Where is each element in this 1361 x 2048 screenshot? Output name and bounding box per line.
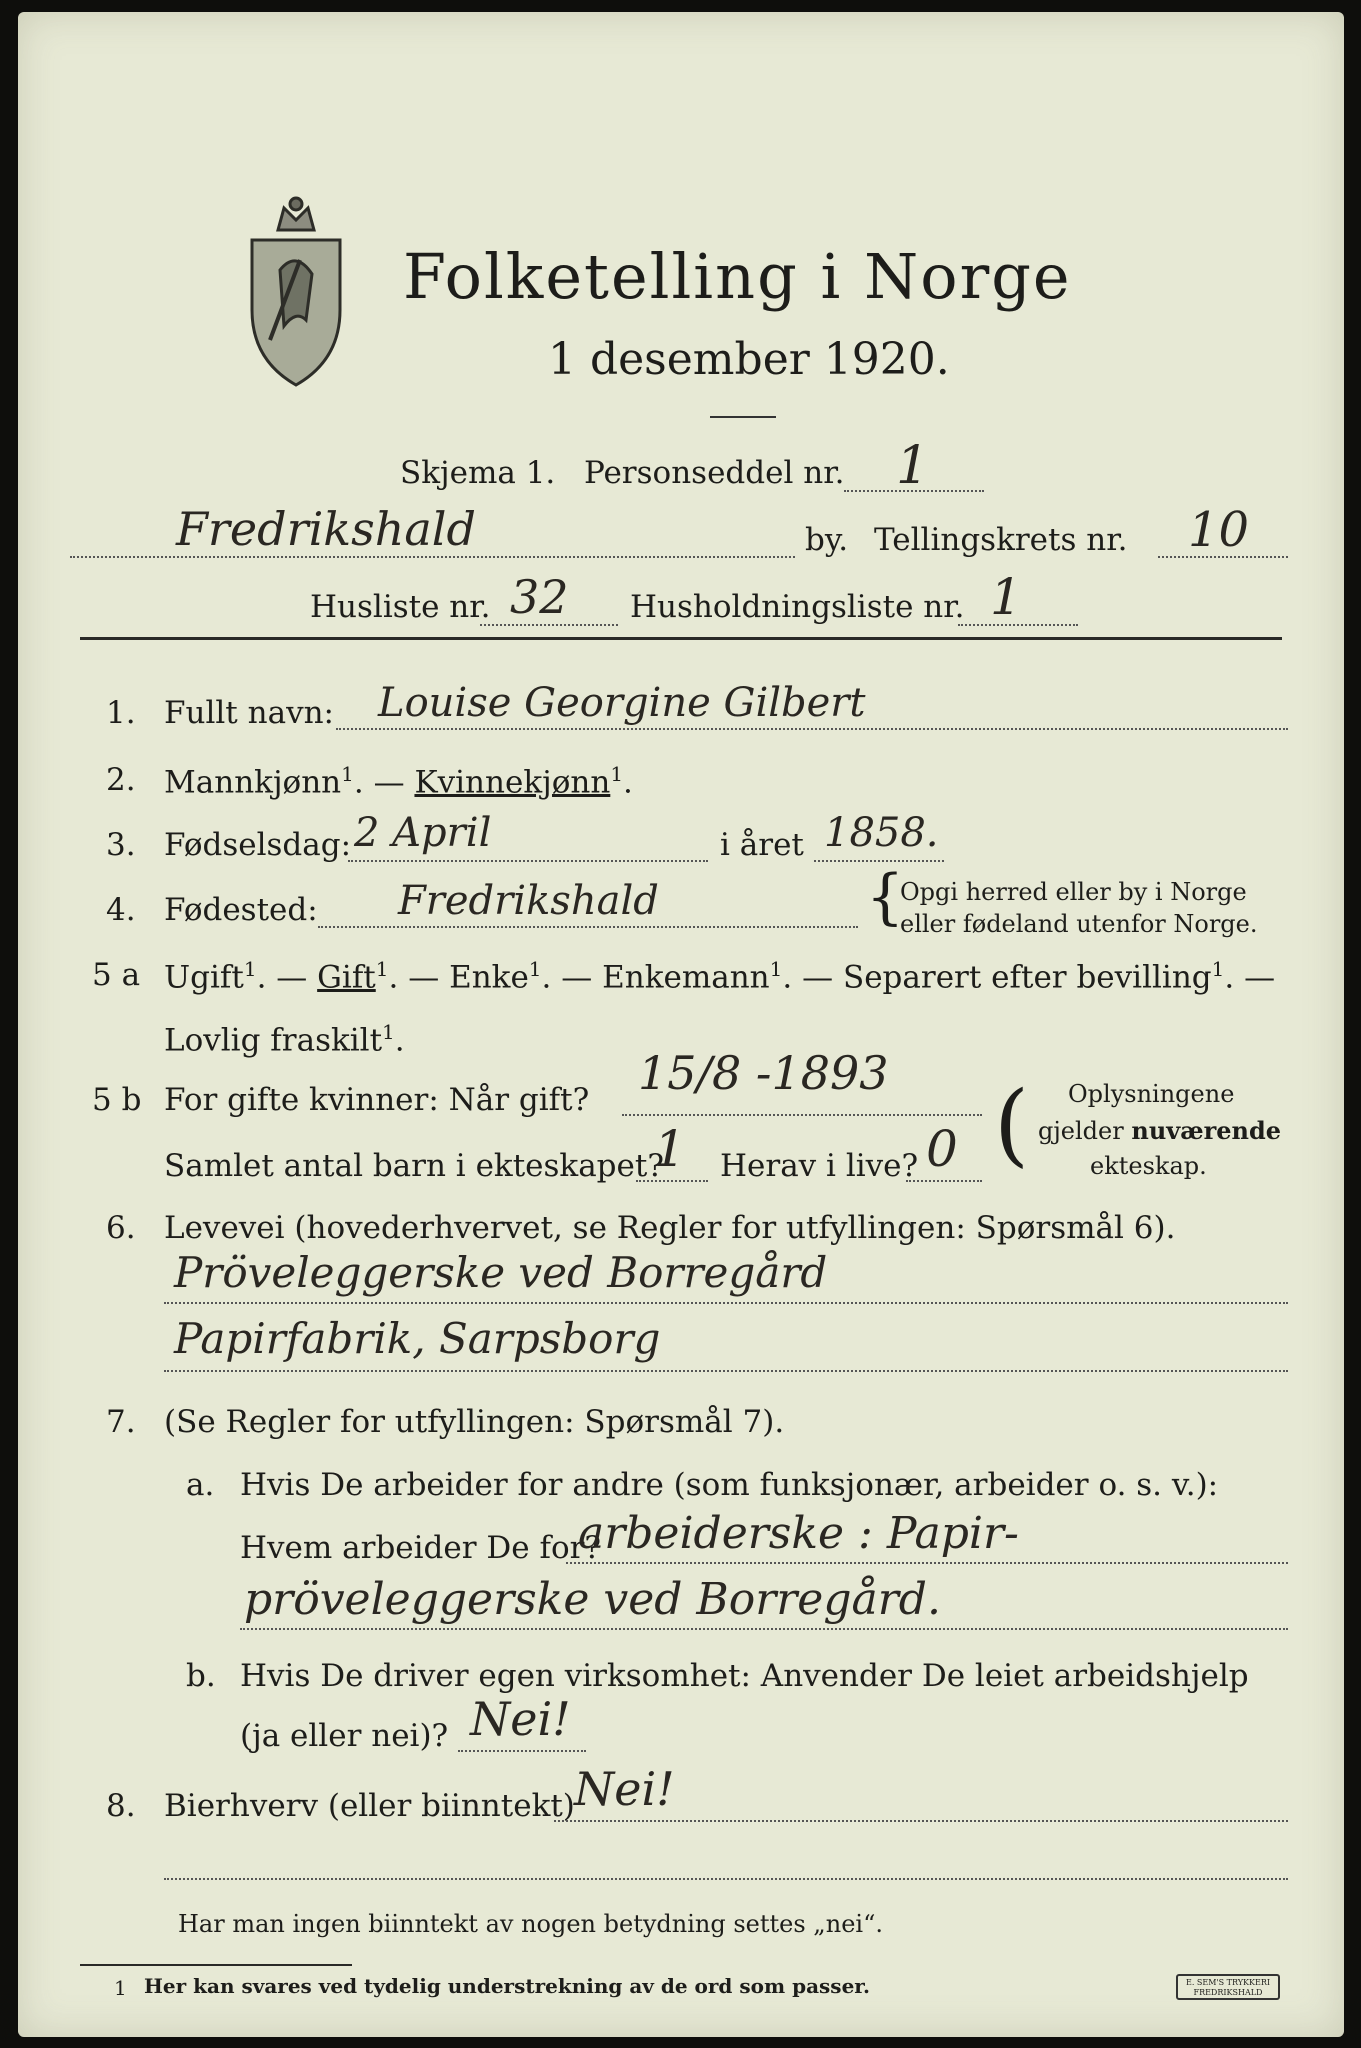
footnote-ref: 1 (382, 1020, 395, 1044)
by-label: by. (805, 522, 849, 558)
census-form (18, 12, 1344, 2037)
separator: . — (541, 959, 593, 996)
separator: . — (1224, 959, 1276, 996)
q5a-options (164, 957, 1275, 995)
q5a-number: 5 a (92, 957, 141, 993)
tellingskrets-label: Tellingskrets nr. (874, 522, 1128, 558)
option-enke: Enke (449, 959, 529, 996)
tellingskrets-value: 10 (1188, 502, 1250, 558)
q7a-line-1 (566, 1562, 1288, 1564)
q3-number: 3. (106, 827, 136, 863)
q5b-live-label: Herav i live? (720, 1148, 919, 1184)
personseddel-value: 1 (896, 436, 930, 496)
husholdning-label: Husholdningsliste nr. (630, 589, 965, 625)
separator: . — (256, 959, 308, 996)
q5b-note-3: ekteskap. (1090, 1152, 1207, 1180)
q7a-value-2: pröveleggerske ved Borregård. (244, 1574, 941, 1625)
option-ugift: Ugift (164, 959, 244, 996)
q7-number: 7. (106, 1404, 136, 1440)
husliste-value: 32 (510, 570, 569, 624)
q7b-text: Hvis De driver egen virksomhet: Anvender De leiet arbeidshjelp (240, 1658, 1249, 1694)
q2-options (164, 762, 633, 800)
q4-brace: { (866, 862, 905, 932)
city-value: Fredrikshald (176, 502, 476, 556)
footnote-rule (80, 1964, 352, 1966)
footnote-ref: 1 (375, 957, 389, 981)
option-mannkjonn: Mannkjønn (164, 764, 342, 801)
q5b-live-line (906, 1180, 982, 1182)
separator: . — (353, 764, 415, 801)
q7a-question: Hvem arbeider De for? (240, 1530, 602, 1566)
q1-line (336, 728, 1288, 730)
q8-line-2 (164, 1878, 1288, 1880)
q7b-question: (ja eller nei)? (240, 1718, 449, 1754)
q6-value-1: Pröveleggerske ved Borregård (174, 1248, 828, 1297)
q5b-note-1: Oplysningene (1068, 1080, 1235, 1108)
option-enkemann: Enkemann (602, 959, 770, 996)
q6-label: Levevei (hovederhvervet, se Regler for utfyllingen: Spørsmål 6). (164, 1210, 1176, 1246)
footnote-ref: 1 (528, 957, 542, 981)
q6-line-2 (164, 1370, 1288, 1372)
q3-year-label: i året (720, 827, 804, 863)
q8-note: Har man ingen biinntekt av nogen betydning settes „nei“. (178, 1910, 883, 1938)
option-fraskilt: Lovlig fraskilt (164, 1022, 383, 1059)
q5b-value: 15/8 -1893 (638, 1046, 889, 1100)
printer-stamp (1176, 1974, 1280, 2000)
q5b-brace: ( (994, 1072, 1030, 1177)
q5b-label: For gifte kvinner: Når gift? (164, 1082, 590, 1118)
footnote-ref: 1 (769, 957, 783, 981)
q8-label: Bierhverv (eller biinntekt) (164, 1788, 575, 1824)
note-navaerende: nuværende (1131, 1116, 1282, 1145)
q7-label: (Se Regler for utfyllingen: Spørsmål 7). (164, 1404, 785, 1440)
husliste-label: Husliste nr. (310, 589, 491, 625)
stamp-line-1: E. SEM'S TRYKKERI (1185, 1978, 1271, 1987)
q8-value: Nei! (574, 1762, 675, 1816)
q4-note-2: eller fødeland utenfor Norge. (900, 910, 1258, 938)
q6-value-2: Papirfabrik, Sarpsborg (174, 1314, 661, 1363)
footnote-ref: 1 (610, 762, 624, 786)
q5b-barn-label: Samlet antal barn i ekteskapet? (164, 1148, 664, 1184)
norway-coat-of-arms-icon (240, 190, 352, 390)
q1-value: Louise Georgine Gilbert (378, 680, 866, 726)
q3-label: Fødselsdag: (164, 827, 352, 863)
q7a-value-1: arbeiderske : Papir- (578, 1508, 1019, 1559)
q1-label: Fullt navn: (164, 695, 334, 731)
footnote-mark: 1 (114, 1976, 127, 2000)
option-separert: Separert efter bevilling (842, 959, 1212, 996)
form-title: Folketelling i Norge (403, 240, 1072, 313)
option-gift-underlined: Gift (317, 959, 376, 996)
q5b-number: 5 b (92, 1082, 142, 1118)
q7b-line (458, 1750, 586, 1752)
q5b-barn-value: 1 (654, 1120, 686, 1178)
stamp-line-2: FREDRIKSHALD (1193, 1988, 1263, 1997)
footnote-ref: 1 (1211, 957, 1225, 981)
separator: . — (388, 959, 440, 996)
q7b-letter: b. (186, 1658, 216, 1694)
q4-line (318, 926, 858, 928)
census-date: 1 desember 1920. (548, 334, 950, 385)
q2-number: 2. (106, 762, 136, 798)
period: . (623, 764, 633, 801)
q4-value: Fredrikshald (398, 878, 659, 924)
q7a-letter: a. (186, 1467, 215, 1503)
q7b-value: Nei! (470, 1692, 571, 1746)
header-rule (80, 637, 1282, 640)
title-divider (710, 416, 776, 418)
footnote-text: Her kan svares ved tydelig understrekning av de ord som passer. (144, 1974, 870, 1998)
q4-note-1: Opgi herred eller by i Norge (900, 878, 1247, 906)
q6-number: 6. (106, 1210, 136, 1246)
q3-year-value: 1858. (824, 810, 939, 856)
option-kvinnekjonn-underlined: Kvinnekjønn (414, 764, 611, 801)
q1-number: 1. (106, 695, 136, 731)
q5b-barn-line (636, 1180, 708, 1182)
q4-label: Fødested: (164, 892, 318, 928)
q5b-live-value: 0 (926, 1120, 958, 1178)
personseddel-label: Personseddel nr. (584, 455, 845, 491)
husholdning-value: 1 (990, 568, 1022, 626)
q7a-line-2 (240, 1628, 1288, 1630)
footnote-ref: 1 (243, 957, 257, 981)
q8-number: 8. (106, 1788, 136, 1824)
skjema-label: Skjema 1. (400, 455, 556, 491)
q7a-text: Hvis De arbeider for andre (som funksjonær, arbeider o. s. v.): (240, 1467, 1219, 1503)
note-gjelder: gjelder (1038, 1117, 1124, 1145)
q5b-note-2 (1038, 1116, 1281, 1145)
q3-line (348, 860, 708, 862)
footnote-ref: 1 (341, 762, 354, 786)
husliste-line (480, 624, 618, 626)
q5b-line (622, 1114, 982, 1116)
q6-line-1 (164, 1302, 1288, 1304)
q8-line-1 (554, 1820, 1288, 1822)
city-line (70, 556, 795, 558)
q5a-fraskilt (164, 1020, 405, 1058)
separator: . — (782, 959, 834, 996)
q3-value: 2 April (354, 810, 492, 856)
period: . (394, 1022, 405, 1059)
q4-number: 4. (106, 892, 136, 928)
